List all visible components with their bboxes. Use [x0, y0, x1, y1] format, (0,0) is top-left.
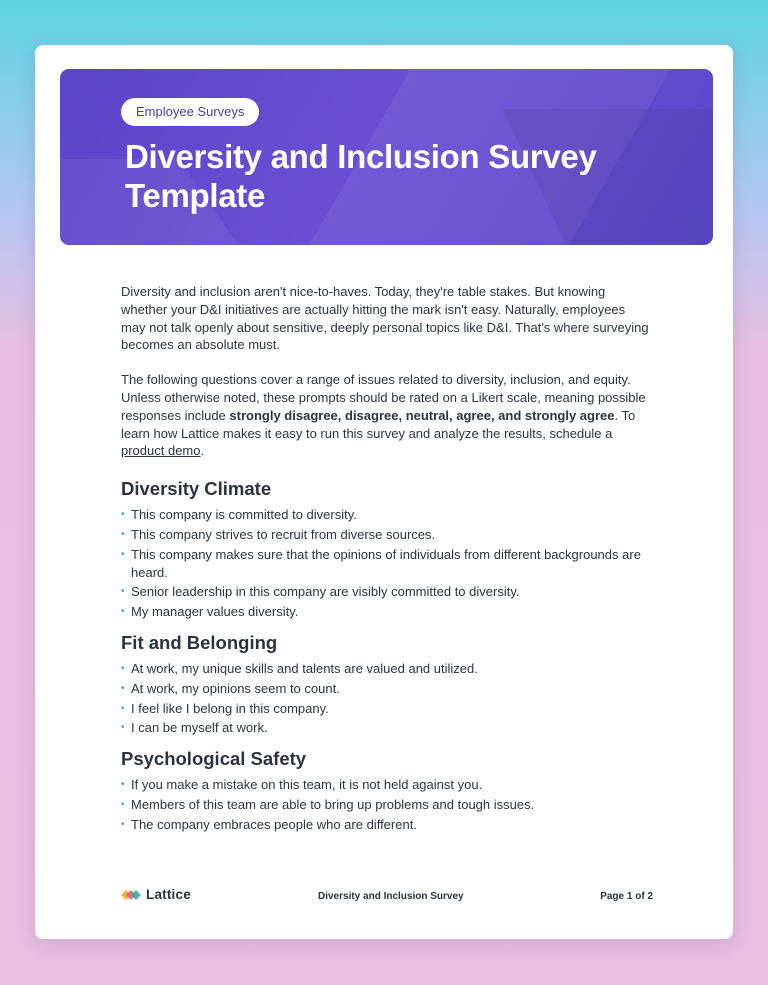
section-heading: Diversity Climate: [121, 478, 272, 500]
list-item: • At work, my unique skills and talents are valued and utilized.: [121, 660, 478, 676]
bullet-dot-icon: •: [121, 798, 125, 810]
list-item: • I can be myself at work.: [121, 720, 268, 736]
question-list: [121, 660, 651, 737]
page-footer: [121, 887, 653, 911]
header-banner: [60, 69, 713, 245]
likert-scale-options: strongly disagree, disagree, neutral, agree, and strongly agree: [229, 407, 615, 423]
list-item: • This company strives to recruit from diverse sources.: [121, 526, 436, 542]
intro-paragraph-1: Diversity and inclusion aren't nice-to-haves. Today, they're table stakes. But knowing whether your D&I initiatives are actually hitting the mark isn't easy. Naturally, employees may not talk openly about sensitive, deeply personal topics like D&I. That's where surveying becomes an absolute must.: [121, 284, 649, 353]
list-item: • If you make a mistake on this team, it is not held against you.: [121, 777, 483, 793]
page-number: Page 1 of 2: [600, 891, 653, 902]
bullet-dot-icon: •: [121, 702, 125, 714]
section-fit-and-belonging: [121, 631, 651, 737]
bullet-dot-icon: •: [121, 818, 125, 830]
section-heading: Psychological Safety: [121, 748, 307, 770]
list-item: • Senior leadership in this company are visibly committed to diversity.: [121, 584, 520, 600]
bullet-dot-icon: •: [121, 528, 125, 540]
bullet-dot-icon: •: [121, 779, 125, 791]
intro-paragraph-2: [121, 371, 651, 460]
intro-text: The following questions cover a range of issues related to diversity, inclusion, and equity. Unless otherwise noted, these prompts should be rated on a Likert scale, meaning possible responses include: [121, 372, 646, 423]
category-badge: Employee Surveys: [121, 98, 259, 126]
section-psychological-safety: [121, 747, 651, 833]
question-list: [121, 506, 651, 621]
page-title: Diversity and Inclusion Survey Template: [125, 138, 597, 214]
bullet-dot-icon: •: [121, 662, 125, 674]
section-heading: Fit and Belonging: [121, 631, 278, 653]
document-page: [35, 45, 733, 939]
bullet-dot-icon: •: [121, 722, 125, 734]
document-body: [121, 283, 651, 836]
list-item: • My manager values diversity.: [121, 604, 299, 620]
list-item: • At work, my opinions seem to count.: [121, 680, 340, 696]
lattice-logo-icon: [121, 888, 141, 902]
list-item: • This company makes sure that the opinions of individuals from different backgrounds are heard.: [121, 546, 641, 580]
section-diversity-climate: [121, 477, 651, 621]
list-item: • I feel like I belong in this company.: [121, 700, 329, 716]
bullet-dot-icon: •: [121, 682, 125, 694]
lattice-logo[interactable]: [121, 887, 191, 902]
intro-text: .: [200, 443, 205, 459]
product-demo-link[interactable]: product demo: [121, 443, 201, 459]
bullet-dot-icon: •: [121, 586, 125, 598]
list-item: • Members of this team are able to bring up problems and tough issues.: [121, 796, 535, 812]
logo-text: Lattice: [146, 887, 191, 902]
bullet-dot-icon: •: [121, 548, 125, 560]
footer-document-title: Diversity and Inclusion Survey: [318, 891, 464, 902]
question-list: [121, 776, 651, 833]
intro-text: . To learn how Lattice makes it easy to run this survey and analyze the results, schedule a: [121, 407, 636, 441]
list-item: • The company embraces people who are different.: [121, 816, 417, 832]
list-item: • This company is committed to diversity.: [121, 507, 357, 523]
bullet-dot-icon: •: [121, 606, 125, 618]
bullet-dot-icon: •: [121, 509, 125, 521]
